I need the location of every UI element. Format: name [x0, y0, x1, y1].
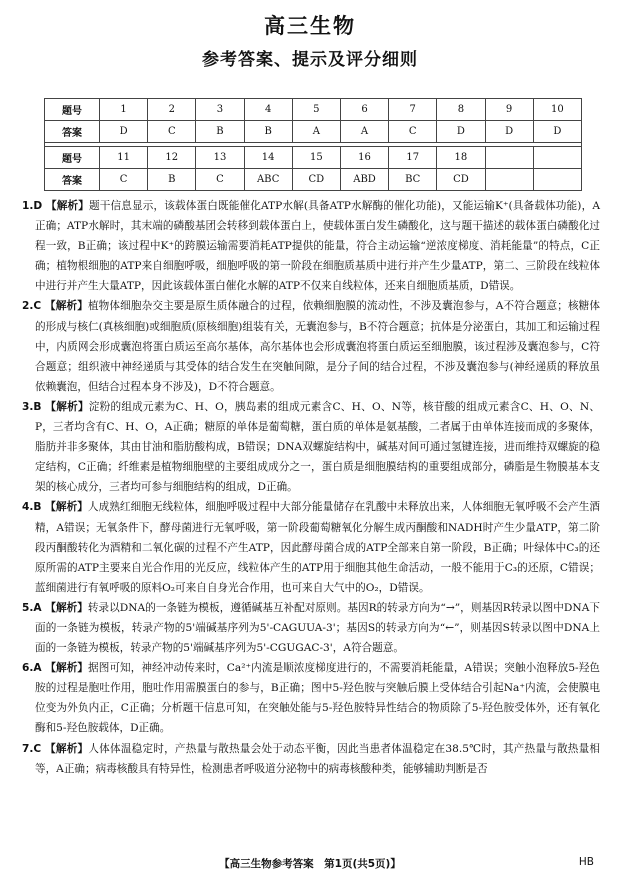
table-cell: 13: [196, 147, 244, 169]
table-cell: B: [196, 121, 244, 143]
table-cell: 10: [533, 99, 581, 121]
table-cell: CD: [292, 169, 340, 191]
table-cell: [485, 169, 533, 191]
explanation-text: 植物体细胞杂交主要是原生质体融合的过程，依赖细胞膜的流动性，不涉及囊泡参与，A不符合题意；核糖体的形成与核仁(真核细胞)或细胞质(原核细胞)组装有关，无囊泡参与，B不符合题意；抗体是分泌蛋白，其加工和运输过程中，内质网会形成囊泡将蛋白质运至高尔基体，高尔基体也会形成囊泡将蛋白质运至细胞膜，该过程涉及囊泡参与，C符合题意；组织液中神经递质与其受体的结合发生在突触间隙，是分子间的结合过程，不涉及囊泡参与(神经递质的释放虽依赖囊泡，但结合过程本身不涉及)，D不符合题意。: [35, 300, 601, 393]
answer-row: [45, 121, 582, 143]
explanation-item: [22, 196, 600, 296]
explanation-text: 淀粉的组成元素为C、H、O，胰岛素的组成元素含C、H、O、N等，核苷酸的组成元素含C、H、O、N、P，三者均含有C、H、O，A正确；糖原的单体是葡萄糖，蛋白质的单体是氨基酸，二者属于由单体连接而成的多聚体，脂肪并非多聚体，其由甘油和脂肪酸构成，B错误；DNA双螺旋结构中，碱基对间可通过氢键连接，进而维持双螺旋的稳定结构，C正确；纤维素是植物细胞壁的主要组成成分之一，蛋白质是细胞膜结构的重要组成部分，磷脂是生物膜基本支架的核心成分，三者均可参与细胞结构的组成，D正确。: [35, 400, 600, 494]
explanation-text: 题干信息显示，该载体蛋白既能催化ATP水解(具备ATP水解酶的催化功能)，又能运输K⁺(具备载体功能)，A正确；ATP水解时，其末端的磷酸基团会转移到载体蛋白上，使载体蛋白发生磷酸化，这与题干描述的载体蛋白磷酸化过程一致，B正确；该过程中K⁺的跨膜运输需要消耗ATP提供的能量，符合主动运输“逆浓度梯度、消耗能量”的特点，C正确；植物根细胞的ATP来自细胞呼吸，细胞呼吸的第一阶段在细胞质基质中进行并产生少量ATP，第二、三阶段在线粒体中进行并产生大量ATP，因此该载体蛋白催化水解的ATP不仅来自线粒体，还来自细胞质基质，D错误。: [35, 200, 600, 293]
explanation-text: 人体体温稳定时，产热量与散热量会处于动态平衡，因此当患者体温稳定在38.5℃时，其产热量与散热量相等，A正确；病毒核酸具有特异性，检测患者呼吸道分泌物中的病毒核酸种类，能够辅助判断是否: [35, 742, 601, 775]
corner-mark: HB: [578, 856, 594, 868]
question-number-row: [45, 147, 582, 169]
row-label-number: 题号: [45, 99, 100, 121]
explanation-text: 人成熟红细胞无线粒体，细胞呼吸过程中大部分能量储存在乳酸中未释放出来，人体细胞无氧呼吸不会产生酒精，A错误；无氧条件下，酵母菌进行无氧呼吸，第一阶段葡萄糖氧化分解生成丙酮酸和NADH时产生少量ATP，第二阶段丙酮酸转化为酒精和二氧化碳的过程不产生ATP，因此酵母菌合成的ATP全部来自第一阶段，B正确；叶绿体中C₃的还原所需的ATP主要来自光合作用的光反应，线粒体产生的ATP用于细胞其他生命活动，一般不能用于C₃的还原，C错误；蓝细菌进行有氧呼吸的原料O₂可来自自身光合作用，也可来自大气中的O₂，D错误。: [35, 501, 600, 594]
explanation-tag: 2.C 【解析】: [22, 300, 88, 313]
table-cell: 7: [389, 99, 437, 121]
page-subtitle: 参考答案、提示及评分细则: [202, 50, 418, 70]
explanation-tag: 5.A 【解析】: [22, 601, 88, 614]
table-cell: 14: [244, 147, 292, 169]
answer-table: [44, 98, 582, 191]
question-number-row: [45, 99, 582, 121]
table-cell: [485, 147, 533, 169]
table-cell: [533, 147, 581, 169]
explanation-tag: 6.A 【解析】: [22, 662, 89, 675]
table-cell: D: [533, 121, 581, 143]
page-title: 高三生物: [264, 14, 356, 38]
explanation-text: 据图可知，神经冲动传来时，Ca²⁺内流是顺浓度梯度进行的，不需要消耗能量，A错误；突触小泡释放5-羟色胺的过程是胞吐作用，胞吐作用需膜蛋白的参与，B正确；图中5-羟色胺与突触后膜上受体结合引起Na⁺内流，会使膜电位变为外负内正，C正确；分析题干信息可知，在突触处能与5-羟色胺特异性结合的物质除了5-羟色胺受体外，还有氧化酶和5-羟色胺载体，D正确。: [35, 662, 600, 735]
table-cell: A: [340, 121, 388, 143]
table-cell: 11: [100, 147, 148, 169]
explanation-item: [22, 658, 600, 738]
table-cell: BC: [389, 169, 437, 191]
table-cell: 1: [100, 99, 148, 121]
table-cell: D: [100, 121, 148, 143]
row-label-number: 题号: [45, 147, 100, 169]
explanation-tag: 3.B 【解析】: [22, 400, 89, 413]
explanation-tag: 1.D 【解析】: [22, 200, 90, 212]
explanation-item: [22, 497, 600, 597]
explanation-item: [22, 739, 600, 779]
table-cell: B: [244, 121, 292, 143]
table-cell: 5: [292, 99, 340, 121]
table-cell: 15: [292, 147, 340, 169]
table-cell: 3: [196, 99, 244, 121]
table-cell: ABC: [244, 169, 292, 191]
explanation-item: [22, 397, 600, 497]
table-cell: 9: [485, 99, 533, 121]
answer-row: [45, 169, 582, 191]
table-cell: 18: [437, 147, 485, 169]
row-label-answer: 答案: [45, 169, 100, 191]
table-cell: 6: [340, 99, 388, 121]
table-cell: [533, 169, 581, 191]
table-cell: D: [485, 121, 533, 143]
table-cell: ABD: [340, 169, 388, 191]
table-cell: C: [148, 121, 196, 143]
table-cell: 12: [148, 147, 196, 169]
row-label-answer: 答案: [45, 121, 100, 143]
table-cell: 8: [437, 99, 485, 121]
table-cell: D: [437, 121, 485, 143]
explanation-item: [22, 598, 600, 658]
explanation-text: 转录以DNA的一条链为模板，遵循碱基互补配对原则。基因R的转录方向为“→”，则基因R转录以图中DNA下面的一条链为模板，转录产物的5'端碱基序列为5'-CAGUUA-3'；基因S的转录方向为“←”，则基因S转录以图中DNA上面的一条链为模板，转录产物的5'端碱基序列为5'-CGUGAC-3'，A符合题意。: [35, 601, 600, 655]
explanation-tag: 4.B 【解析】: [22, 501, 88, 514]
table-cell: 17: [389, 147, 437, 169]
table-cell: A: [292, 121, 340, 143]
table-cell: B: [148, 169, 196, 191]
table-cell: 4: [244, 99, 292, 121]
table-cell: 16: [340, 147, 388, 169]
table-cell: CD: [437, 169, 485, 191]
explanation-item: [22, 296, 600, 396]
explanations: [22, 196, 600, 779]
table-cell: C: [196, 169, 244, 191]
table-cell: 2: [148, 99, 196, 121]
table-cell: C: [100, 169, 148, 191]
explanation-tag: 7.C 【解析】: [22, 742, 89, 755]
table-cell: C: [389, 121, 437, 143]
page-footer: 【高三生物参考答案 第1页(共5页)】: [219, 858, 401, 870]
